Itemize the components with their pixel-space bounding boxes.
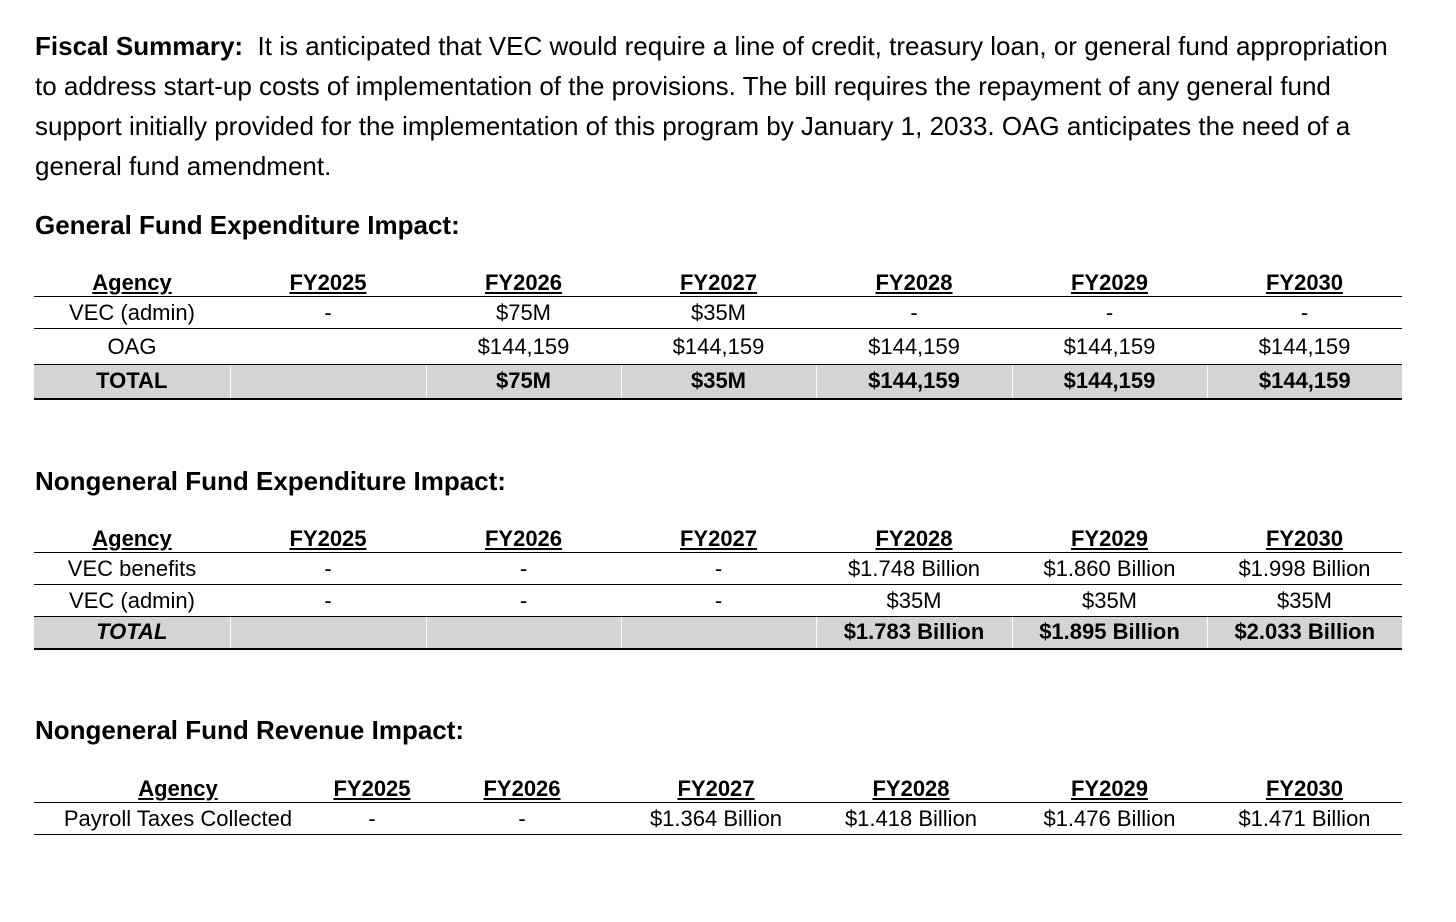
cell-fy2030: $1.998 Billion: [1207, 553, 1402, 585]
header-fy2030: FY2030: [1207, 522, 1402, 553]
cell-fy2029: -: [1012, 297, 1207, 329]
table-header-row: [34, 266, 1402, 297]
cell-fy2027: [621, 617, 816, 649]
header-fy2029: FY2029: [1012, 266, 1207, 297]
cell-fy2028: $144,159: [816, 329, 1012, 365]
header-fy2025: FY2025: [230, 522, 426, 553]
cell-fy2026: -: [422, 803, 622, 835]
header-agency: Agency: [34, 522, 230, 553]
cell-fy2029: $35M: [1012, 585, 1207, 617]
table-row: [34, 329, 1402, 365]
header-fy2029: FY2029: [1012, 772, 1207, 803]
table-row: [34, 585, 1402, 617]
cell-agency: OAG: [34, 329, 230, 365]
header-agency: Agency: [34, 266, 230, 297]
cell-fy2028: $144,159: [816, 365, 1012, 399]
fiscal-summary-label: Fiscal Summary:: [35, 31, 244, 61]
header-fy2029: FY2029: [1012, 522, 1207, 553]
cell-fy2026: -: [426, 553, 621, 585]
table-header-row: [34, 772, 1402, 803]
table-row: [34, 803, 1402, 835]
header-agency: Agency: [34, 772, 322, 803]
cell-fy2026: $75M: [426, 365, 621, 399]
total-row: [34, 617, 1402, 649]
table-row: [34, 553, 1402, 585]
cell-fy2030: $1.471 Billion: [1207, 803, 1402, 835]
gf-expenditure-table: [34, 266, 1402, 400]
cell-fy2030: $144,159: [1207, 329, 1402, 365]
header-fy2026: FY2026: [426, 522, 621, 553]
cell-fy2027: $35M: [621, 365, 816, 399]
cell-fy2029: $1.476 Billion: [1012, 803, 1207, 835]
cell-fy2027: -: [621, 553, 816, 585]
header-fy2027: FY2027: [621, 266, 816, 297]
cell-agency: VEC benefits: [34, 553, 230, 585]
header-fy2028: FY2028: [816, 522, 1012, 553]
cell-fy2027: $144,159: [621, 329, 816, 365]
ngf-revenue-heading: Nongeneral Fund Revenue Impact:: [35, 715, 465, 745]
cell-fy2025: [230, 617, 426, 649]
cell-fy2028: -: [816, 297, 1012, 329]
cell-fy2028: $1.418 Billion: [810, 803, 1012, 835]
table-header-row: [34, 522, 1402, 553]
cell-agency: TOTAL: [34, 365, 230, 399]
cell-fy2025: [230, 365, 426, 399]
cell-fy2026: [426, 617, 621, 649]
ngf-expenditure-table: [34, 522, 1402, 650]
header-fy2027: FY2027: [622, 772, 810, 803]
cell-fy2025: -: [322, 803, 422, 835]
cell-fy2029: $144,159: [1012, 365, 1207, 399]
cell-fy2026: $75M: [426, 297, 621, 329]
gf-expenditure-heading: General Fund Expenditure Impact:: [35, 210, 460, 240]
cell-fy2028: $35M: [816, 585, 1012, 617]
cell-fy2026: $144,159: [426, 329, 621, 365]
cell-fy2029: $144,159: [1012, 329, 1207, 365]
cell-agency: VEC (admin): [34, 585, 230, 617]
cell-fy2025: -: [230, 553, 426, 585]
header-fy2028: FY2028: [816, 266, 1012, 297]
cell-fy2026: -: [426, 585, 621, 617]
header-fy2026: FY2026: [422, 772, 622, 803]
header-fy2025: FY2025: [322, 772, 422, 803]
header-fy2025: FY2025: [230, 266, 426, 297]
cell-fy2030: $144,159: [1207, 365, 1402, 399]
ngf-revenue-table: [34, 772, 1402, 835]
header-fy2030: FY2030: [1207, 772, 1402, 803]
fiscal-summary: [35, 26, 1405, 186]
header-fy2030: FY2030: [1207, 266, 1402, 297]
cell-agency: Payroll Taxes Collected: [34, 803, 322, 835]
total-row: [34, 365, 1402, 399]
fiscal-summary-text: It is anticipated that VEC would require a line of credit, treasury loan, or general fund appropriation to address start-up costs of implementation of the provisions. The bill requires the repayment of any general fund support initially provided for the implementation of this program by January 1, 2033. OAG anticipates the need of a general fund amendment.: [35, 31, 1388, 181]
header-fy2028: FY2028: [810, 772, 1012, 803]
cell-agency: TOTAL: [34, 617, 230, 649]
cell-fy2030: $2.033 Billion: [1207, 617, 1402, 649]
cell-fy2025: -: [230, 297, 426, 329]
table-row: [34, 297, 1402, 329]
cell-fy2028: $1.783 Billion: [816, 617, 1012, 649]
cell-fy2030: $35M: [1207, 585, 1402, 617]
cell-fy2027: $35M: [621, 297, 816, 329]
header-fy2027: FY2027: [621, 522, 816, 553]
header-fy2026: FY2026: [426, 266, 621, 297]
cell-fy2028: $1.748 Billion: [816, 553, 1012, 585]
cell-fy2030: -: [1207, 297, 1402, 329]
cell-fy2027: $1.364 Billion: [622, 803, 810, 835]
cell-fy2025: -: [230, 585, 426, 617]
ngf-expenditure-heading: Nongeneral Fund Expenditure Impact:: [35, 466, 506, 496]
cell-fy2027: -: [621, 585, 816, 617]
cell-fy2029: $1.895 Billion: [1012, 617, 1207, 649]
cell-fy2025: [230, 329, 426, 365]
cell-fy2029: $1.860 Billion: [1012, 553, 1207, 585]
cell-agency: VEC (admin): [34, 297, 230, 329]
